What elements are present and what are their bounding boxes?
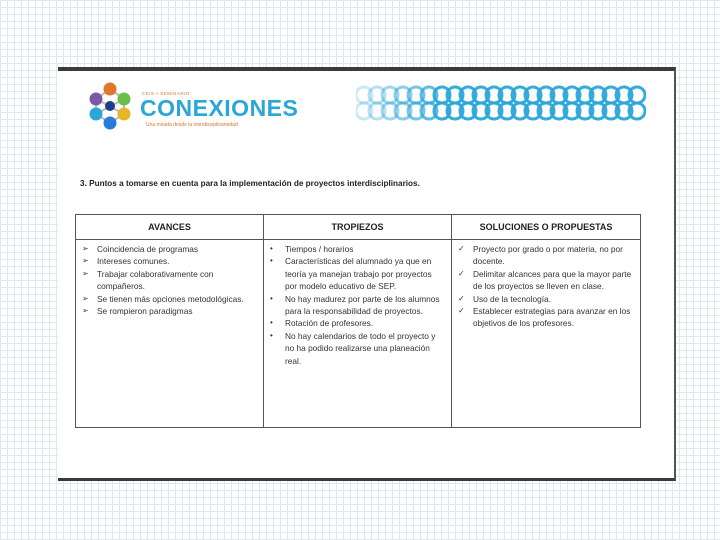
soluciones-cell (452, 240, 641, 428)
list-item-text: Uso de la tecnología. (473, 293, 551, 304)
avances-cell (76, 240, 264, 428)
bullet-icon: ➢ (82, 268, 89, 278)
logo-title: CONEXIONES (140, 95, 299, 121)
list-item (268, 255, 445, 292)
bullet-icon: • (270, 330, 273, 340)
bullet-icon: ✓ (458, 293, 465, 303)
column-header-soluciones: SOLUCIONES O PROPUESTAS (452, 215, 641, 240)
list-item (80, 268, 257, 293)
section-heading: 3. Puntos a tomarse en cuenta para la implementación de proyectos interdisciplinarios. (80, 179, 420, 188)
list-item-text: Coincidencia de programas (97, 244, 199, 254)
column-header-tropiezos: TROPIEZOS (264, 215, 452, 240)
bullet-icon: ✓ (458, 268, 465, 278)
list-item (456, 305, 634, 330)
bullet-icon: ➢ (82, 244, 89, 253)
list-item (268, 330, 445, 367)
list-item (268, 243, 445, 255)
list-item-text: Trabajar colaborativamente con compañeros. (97, 268, 214, 292)
tropiezos-cell (264, 240, 452, 428)
list-item (456, 293, 634, 305)
list-item (80, 293, 257, 305)
bullet-icon: ✓ (458, 306, 465, 316)
column-header-avances: AVANCES (76, 215, 264, 240)
list-item-text: Proyecto por grado o por materia, no por docente. (473, 244, 623, 267)
list-item-text: Se tienen más opciones metodológicas. (97, 293, 244, 304)
decorative-banner (356, 81, 646, 125)
list-item-text: Características del alumnado ya que en teoría ya manejan trabajo por proyectos por modelo educativo de SEP. (285, 256, 432, 292)
list-item-text: No hay madurez por parte de los alumnos para la responsabilidad de proyectos. (285, 293, 440, 317)
list-item (268, 293, 445, 318)
bullet-icon: • (270, 244, 273, 253)
bullet-icon: • (270, 256, 273, 266)
list-item-text: Establecer estrategias para avanzar en los objetivos de los profesores. (473, 306, 631, 329)
list-item-text: Delimitar alcances para que la mayor parte de los proyectos se lleven en clase. (473, 268, 632, 292)
list-item-text: Intereses comunes. (97, 256, 170, 267)
list-item (80, 255, 257, 267)
list-item (268, 317, 445, 329)
bullet-icon: ➢ (82, 306, 89, 316)
logo-small-text: CEIS • SEMINARIO (142, 91, 190, 96)
list-item (456, 268, 634, 293)
list-item-text: Tiempos / horarios (285, 244, 354, 254)
bullet-icon: ➢ (82, 256, 89, 266)
list-item (80, 305, 257, 317)
avances-list (80, 243, 257, 317)
soluciones-list (456, 243, 634, 330)
bullet-icon: ➢ (82, 293, 89, 303)
slide (58, 67, 676, 481)
list-item-text: Rotación de profesores. (285, 318, 374, 329)
molecule-logo-icon (86, 81, 134, 131)
list-item (80, 243, 257, 255)
list-item-text: No hay calendarios de todo el proyecto y no ha podido realizarse una planeación real. (285, 330, 436, 366)
bullet-icon: • (270, 318, 273, 328)
logo-subtitle: Una mirada desde la interdisciplinariedad (146, 122, 238, 128)
list-item (456, 243, 634, 268)
table-header-row (76, 215, 641, 240)
points-table (75, 214, 641, 428)
list-item-text: Se rompieron paradigmas (97, 306, 193, 317)
tropiezos-list (268, 243, 445, 367)
bullet-icon: • (270, 293, 273, 303)
table-row (76, 240, 641, 428)
bullet-icon: ✓ (458, 244, 465, 253)
conexiones-logo (86, 79, 299, 135)
